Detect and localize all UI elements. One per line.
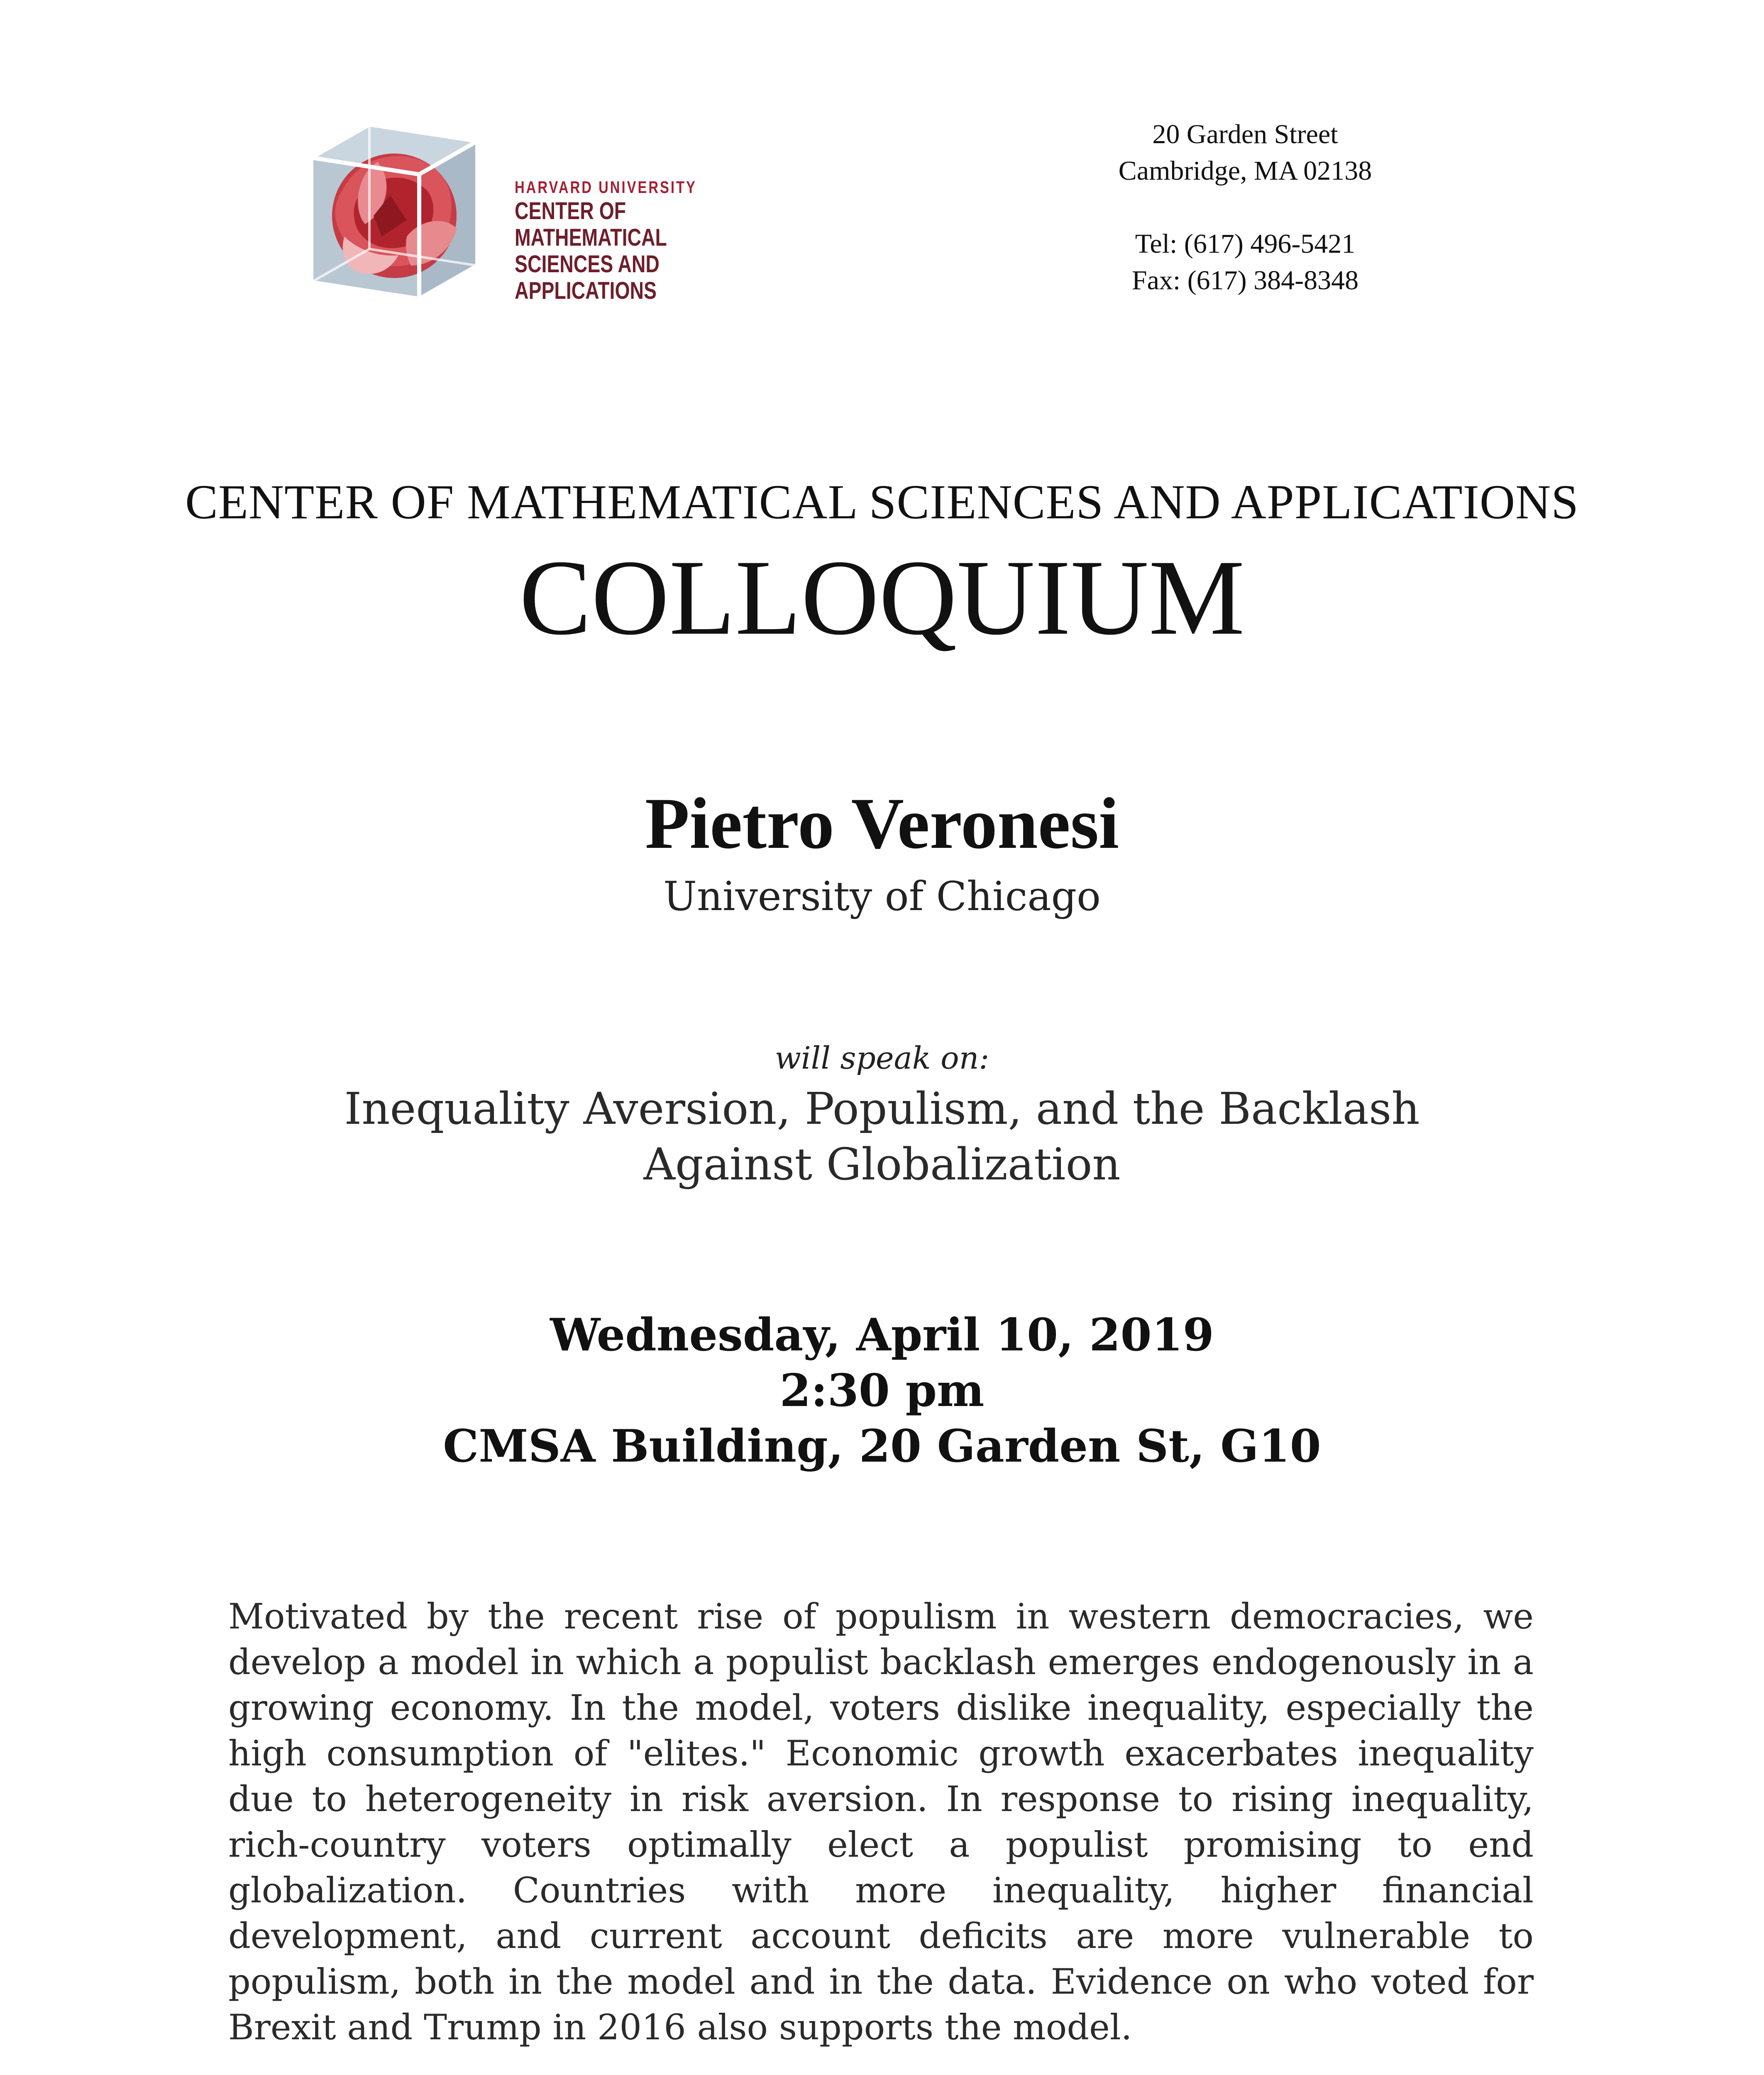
address-street: 20 Garden Street xyxy=(1152,119,1338,149)
event-time: 2:30 pm xyxy=(779,1365,985,1417)
cmsa-logo xyxy=(282,112,490,320)
address-city: Cambridge, MA 02138 xyxy=(1118,156,1372,186)
talk-title-line2: Against Globalization xyxy=(643,1139,1121,1190)
fax: Fax: (617) 384-8348 xyxy=(1131,265,1359,295)
speaker-name: Pietro Veronesi xyxy=(645,783,1119,864)
event-date: Wednesday, April 10, 2019 xyxy=(550,1309,1214,1361)
event-location: CMSA Building, 20 Garden St, G10 xyxy=(443,1420,1321,1472)
logo-center-line2: SCIENCES AND APPLICATIONS xyxy=(515,251,660,304)
talk-title xyxy=(0,1081,1764,1192)
talk-abstract: Motivated by the recent rise of populism in western democracies, we develop a model in which a populist backlash emerges endogenously in a growing economy. In the model, voters dislike inequality, especially the high consumption of "elites." Economic growth exacerbates inequality due to heterogeneity in risk aversion. In response to rising inequality, rich-country voters optimally elect a populist promising to end globalization. Countries with more inequality, higher financial development, and current account deficits are more vulnerable to populism, both in the model and in the data. Evidence on who voted for Brexit and Trump in 2016 also supports the model. xyxy=(228,1596,1534,2048)
speaker-affiliation: University of Chicago xyxy=(663,873,1101,920)
talk-title-line1: Inequality Aversion, Populism, and the Backlash xyxy=(344,1083,1420,1134)
logo-center-line1: CENTER OF MATHEMATICAL xyxy=(515,198,667,251)
contact-address-block xyxy=(1046,116,1444,299)
center-name-heading: CENTER OF MATHEMATICAL SCIENCES AND APPLICATIONS xyxy=(185,475,1579,529)
talk-intro: will speak on: xyxy=(774,1040,990,1076)
schedule-block xyxy=(0,1307,1764,1474)
logo-wordmark xyxy=(515,176,747,304)
cube-surface-logo-icon xyxy=(282,112,490,320)
logo-university-name: HARVARD UNIVERSITY xyxy=(515,178,697,197)
telephone: Tel: (617) 496-5421 xyxy=(1135,229,1356,259)
event-type-title: COLLOQUIUM xyxy=(519,538,1245,657)
